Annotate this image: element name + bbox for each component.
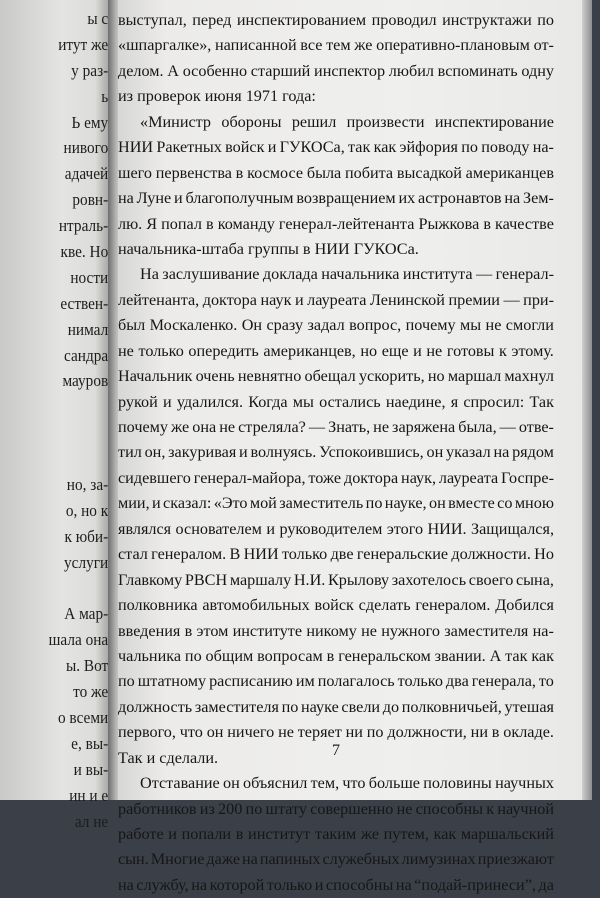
page-edge [582,0,592,800]
text-line: почему же она не стреляла? — Знать, не заряжена была, — отве- [118,418,554,436]
left-page-line: ин и е [68,785,108,805]
text-line: первого, что он ничего не теряет ни по должности, ни в окладе. [118,723,554,742]
text-line: делом. А особенно старший инспектор любил вспоминать одну [118,61,554,80]
text-line: введения в этом институте никому не нужного заместителя на- [118,621,554,640]
left-page-line: ы. Вот [65,656,108,676]
left-page-line: А мар- [64,604,108,624]
text-line: рукой и удалился. Когда мы остались наедине, я спросил: Так [118,392,554,411]
left-page-line: адачей [64,164,108,184]
right-page [118,0,592,894]
text-line: сидевшего генерал-майора, тоже доктора наук, лауреата Госпре- [118,468,554,487]
left-page-line: о, но к [65,500,108,520]
body-text [118,8,554,898]
text-line: Главкому РВСН маршалу Н.И. Крылову захотелось своего сына, [118,570,554,589]
text-line: начальника-штаба группы в НИИ ГУКОСа. [118,239,419,258]
text-line: «шпаргалке», написанной все тем же оперативно-плановым от- [118,36,554,55]
left-page-line: итут же [57,34,108,54]
text-line: сын. Многие даже на папиных служебных лимузинах приезжают [118,850,554,869]
text-line: являлся основателем и руководителем этого НИИ. Защищался, [118,519,554,538]
left-page-line: ровн- [72,190,108,210]
left-page-line: ности [70,267,108,287]
text-line: на службу, на которой только и способны на “подай-принеси”, да [118,875,554,894]
text-line: «Министр обороны решил произвести инспектирование [140,112,554,131]
text-line: должность заместителя по науке свели до полковничьей, утешая [118,697,554,716]
left-page-line: нимал [67,319,108,339]
left-page-line: то же [72,682,108,702]
text-line: лейтенанта, доктора наук и лауреата Ленинской премии — при- [118,290,554,309]
left-page-line: ествен- [60,293,108,313]
text-line: Начальник очень невнятно обещал ускорить, но маршал махнул [118,367,554,386]
text-line: мии, и сказал: «Это мой заместитель по науке, он вместе со мною [118,494,554,513]
left-page-line: но, за- [66,475,108,495]
text-line: стал генералом. В НИИ только две генеральские должности. Но [118,545,554,564]
left-page-line: услуги [63,552,108,572]
text-line: из проверок июня 1971 года: [118,87,316,106]
left-page-line: Ь ему [71,112,108,132]
text-line: тил он, закуривая и волнуясь. Успокоившись, он указал на рядом [118,443,554,462]
left-page-line: у раз- [70,60,108,80]
left-page-line [48,446,108,472]
left-page-line: мауров [62,371,108,391]
left-page-line: е, вы- [70,733,108,753]
left-page-line [48,420,108,446]
left-page-line [48,394,108,420]
text-line: Так и сделали. [118,748,219,767]
text-line: работников из 200 по штату совершенно не способны к научной [118,799,554,818]
left-page-line: ал не [74,811,108,831]
left-page-line: и вы- [73,759,108,779]
text-line: был Москаленко. Он сразу задал вопрос, почему мы не смогли [118,316,554,335]
text-line: На заслушивание доклада начальника института — генерал- [140,265,554,284]
text-line: чальника по общим вопросам в генеральском звании. А так как [118,646,554,665]
left-page-line: сандра [63,345,108,365]
left-page-line: ы с [87,9,108,28]
page-number: 7 [332,742,340,759]
text-line: НИИ Ракетных войск и ГУКОСа, так как эйфория по поводу на- [118,138,554,157]
text-line: лю. Я попал в команду генерал-лейтенанта Рыжкова в качестве [118,214,554,233]
left-page-line [48,576,108,602]
left-page-line: к юби- [64,526,108,546]
left-page-text [42,6,108,835]
left-page-line: нивого [63,138,108,158]
left-page-line: кве. Но [60,242,108,262]
text-line: Отставание он объяснил тем, что больше половины научных [140,774,554,793]
left-page-line: шала она [48,630,108,650]
text-line: выступал, перед инспектированием проводил инструктажи по [118,11,554,29]
text-line: не только опередить американцев, но еще и не готовы к этому. [118,341,554,360]
text-line: работе и попали в институт таким же путем, как маршальский [118,825,554,843]
text-line: на Луне и благополучным возвращением их астронавтов на Зем- [118,189,554,208]
left-page-line: нтраль- [58,216,108,236]
text-line: по штатному расписанию им полагалось только два генерала, то [118,672,554,691]
text-line: шего первенства в космосе была побита высадкой американцев [118,163,554,182]
left-page [0,0,112,831]
left-page-line: о всеми [57,708,108,728]
text-line: полковника автомобильных войск сделать генералом. Добился [118,596,554,615]
left-page-line: ь [101,86,108,106]
